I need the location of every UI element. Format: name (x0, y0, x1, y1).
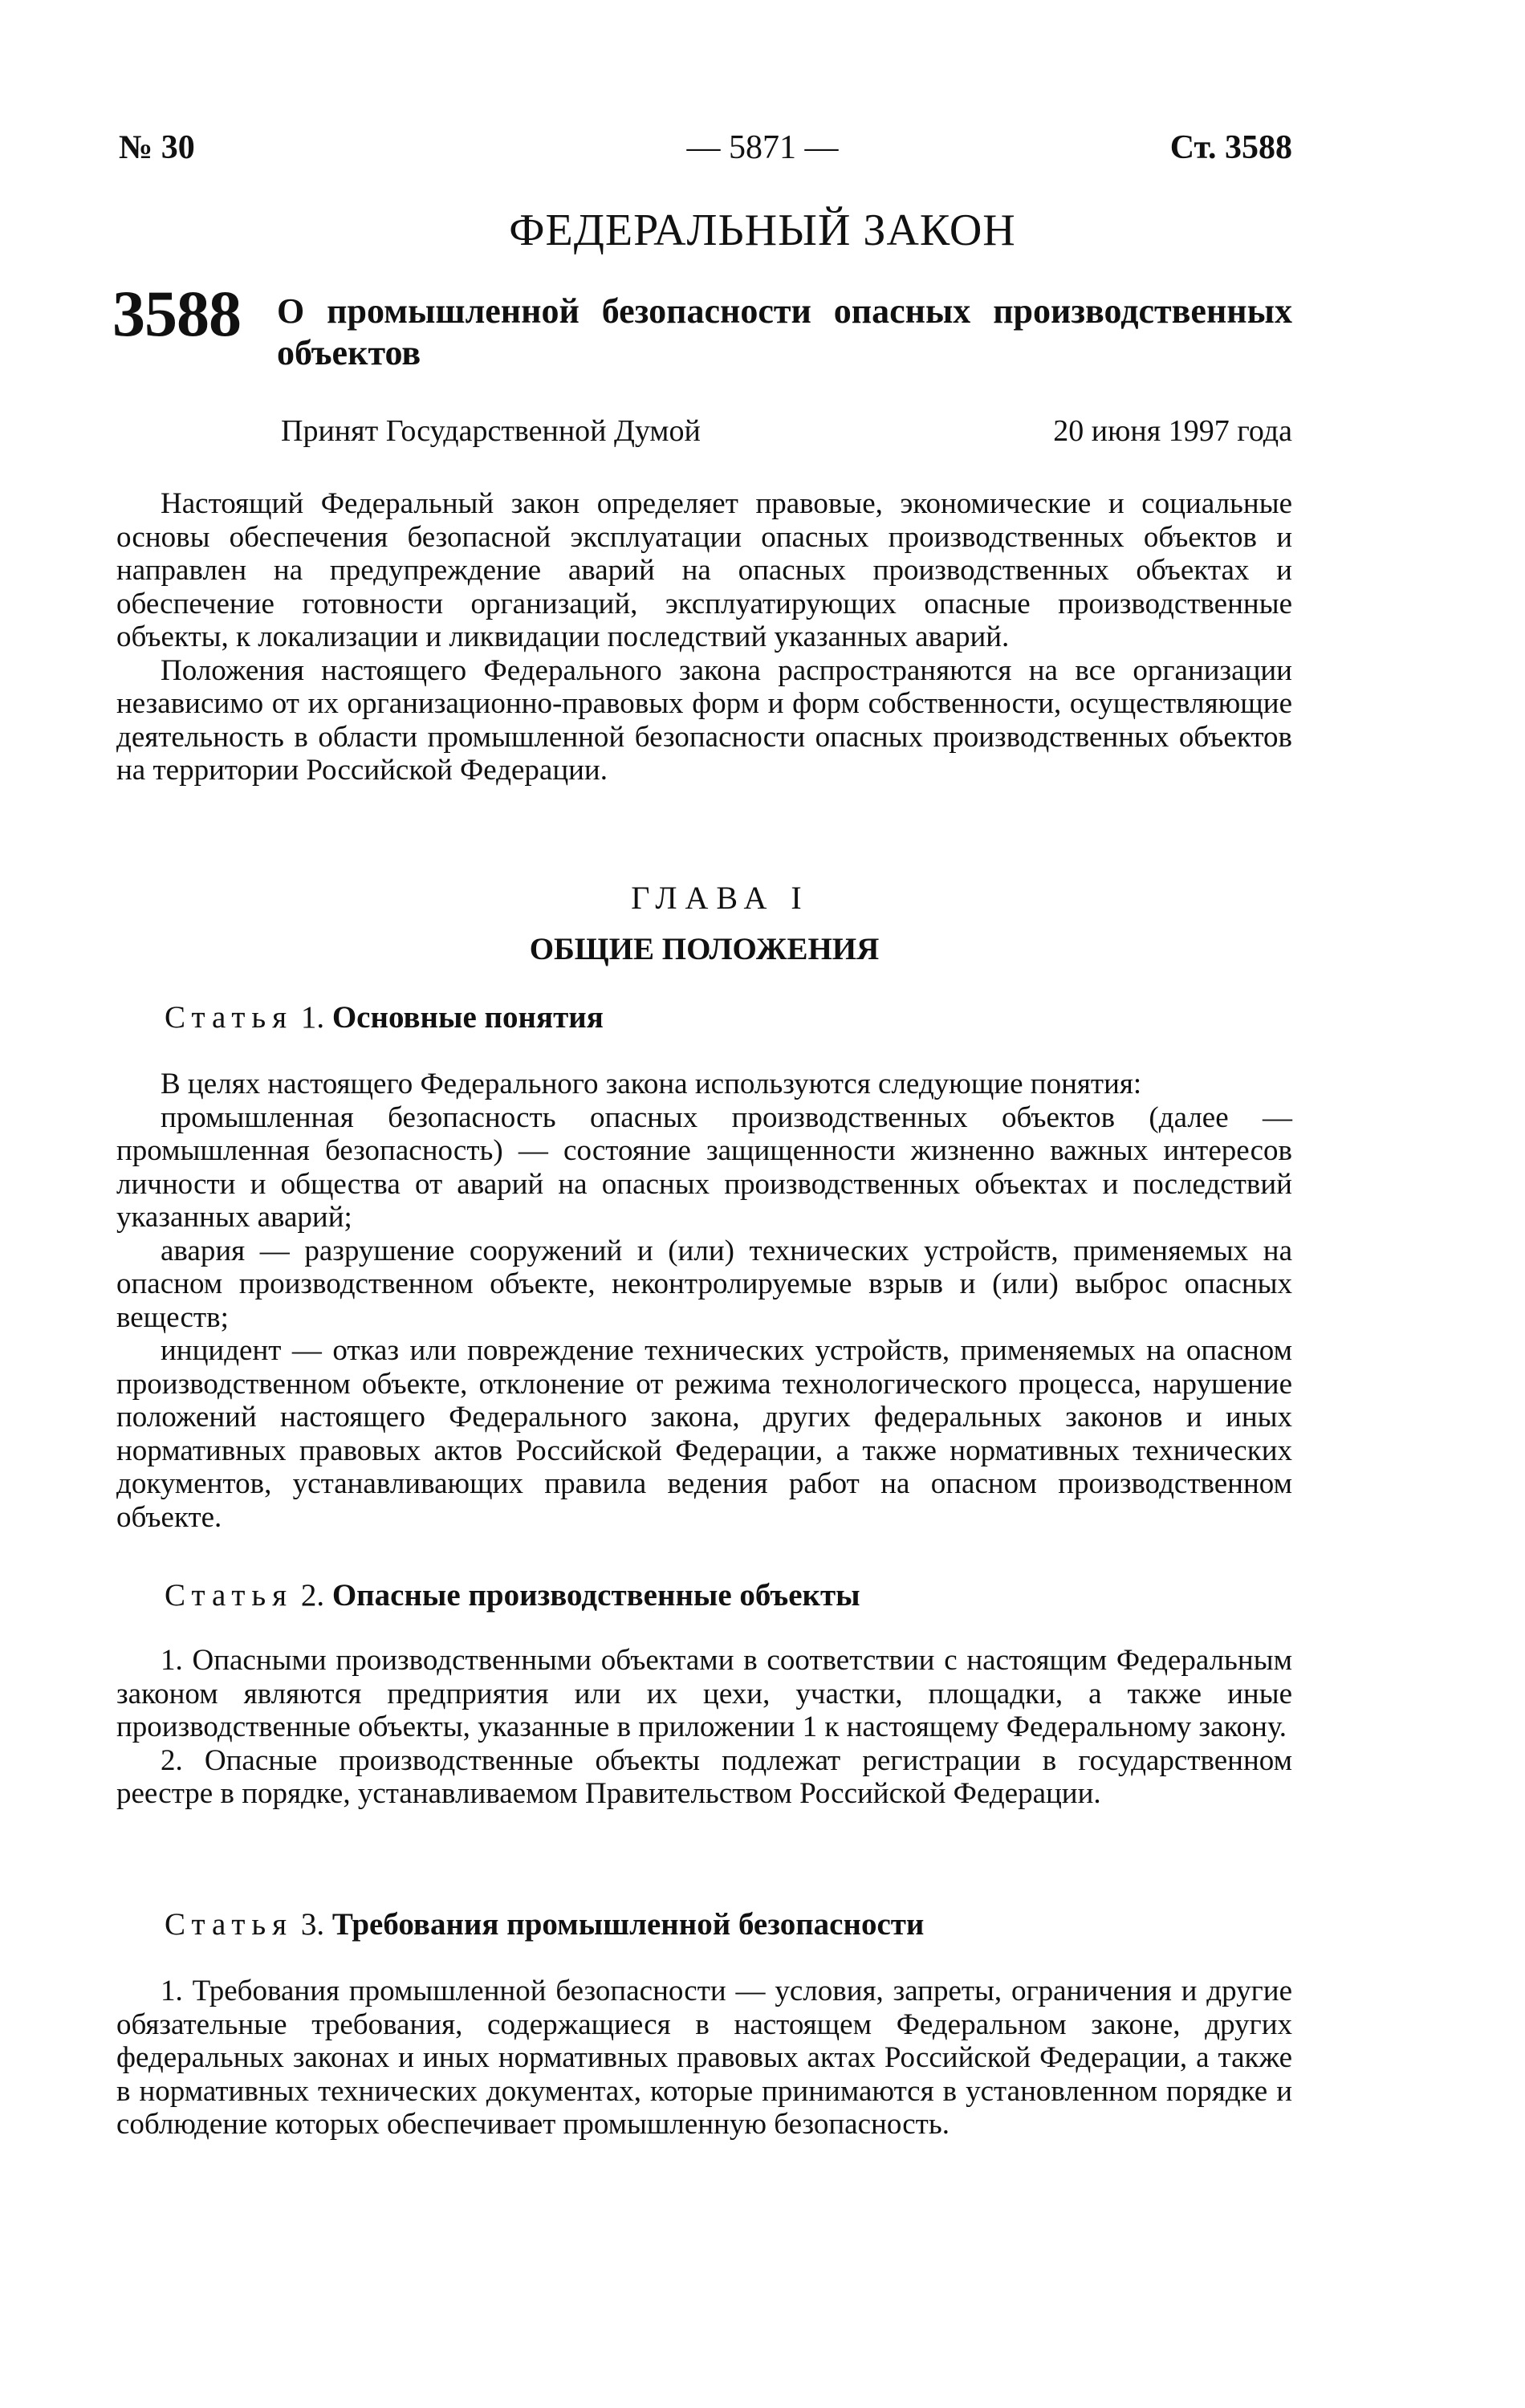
article-paragraph: 1. Опасными производственными объектами в соответствии с настоящим Федеральным законом являются предприятия или их цехи, участки, площадки, а также иные производственные объекты, указанные в приложении 1 к настоящему Федеральному закону. (116, 1644, 1292, 1743)
article-heading (116, 1577, 1292, 1613)
article-number: 3. (300, 1907, 325, 1942)
adopted-date: 20 июня 1997 года (1053, 414, 1292, 448)
article-paragraph: инцидент — отказ или повреждение технических устройств, применяемых на опасном производственном объекте, отклонение от режима технологического процесса, нарушение положений настоящего Федерального закона, других федеральных законов и иных нормативных правовых актов Российской Федерации, а также нормативных технических документов, устанавливающих правила ведения работ на опасном производственном объекте. (116, 1334, 1292, 1534)
article-title (116, 999, 1292, 1035)
chapter-title: ОБЩИЕ ПОЛОЖЕНИЯ (529, 932, 880, 966)
article-title (116, 1577, 1292, 1613)
article-heading (116, 1906, 1292, 1942)
article-number: 1. (300, 1000, 325, 1035)
article-paragraph: 2. Опасные производственные объекты подлежат регистрации в государственном реестре в порядке, устанавливаемом Правительством Российской Федерации. (116, 1743, 1292, 1810)
law-title: О промышленной безопасности опасных производственных объектов (277, 291, 1292, 372)
preamble-paragraph: Настоящий Федеральный закон определяет правовые, экономические и социальные основы обеспечения безопасной эксплуатации опасных производственных объектов и направлен на предупреждение аварий на опасных производственных объектах и обеспечение готовности организаций, эксплуатирующих опасные производственные объекты, к локализации и ликвидации последствий указанных аварий. (116, 487, 1292, 653)
article-paragraph: 1. Требования промышленной безопасности — условия, запреты, ограничения и другие обязательные требования, содержащиеся в настоящем Федеральном законе, других федеральных законах и иных нормативных правовых актах Российской Федерации, а также в нормативных технических документах, которые принимаются в установленном порядке и соблюдение которых обеспечивает промышленную безопасность. (116, 1975, 1292, 2141)
article-name: Требования промышленной безопасности (331, 1907, 925, 1942)
article-paragraph: В целях настоящего Федерального закона используются следующие понятия: (161, 1068, 1142, 1100)
page-number: — 5871 — (686, 129, 839, 166)
law-number: 3588 (112, 277, 241, 350)
article-heading (116, 999, 1292, 1035)
article-body (116, 1068, 1292, 1534)
chapter-number: ГЛАВА I (631, 880, 810, 916)
article-label: Статья (165, 1907, 294, 1942)
article-body (116, 1644, 1292, 1811)
article-title (116, 1906, 1292, 1942)
chapter-title-block (116, 931, 1292, 967)
law-type: ФЕДЕРАЛЬНЫЙ ЗАКОН (509, 205, 1016, 255)
preamble (116, 487, 1292, 787)
article-body (116, 1975, 1292, 2142)
preamble-paragraph: Положения настоящего Федерального закона распространяются на все организации независимо от их организационно-правовых форм и форм собственности, осуществляющие деятельность в области промышленной безопасности опасных производственных объектов на территории Российской Федерации. (116, 653, 1292, 787)
article-paragraph: промышленная безопасность опасных производственных объектов (далее — промышленная безопасность) — состояние защищенности жизненно важных интересов личности и общества от аварий на опасных производственных объектах и последствий указанных аварий; (116, 1100, 1292, 1234)
article-name: Опасные производственные объекты (331, 1578, 860, 1613)
chapter-heading (116, 879, 1292, 917)
article-number: 2. (300, 1578, 325, 1613)
article-reference: Ст. 3588 (1169, 129, 1292, 166)
article-label: Статья (165, 1578, 294, 1613)
adopted-by: Принят Государственной Думой (281, 414, 701, 448)
article-label: Статья (165, 1000, 294, 1035)
issue-number: № 30 (119, 129, 195, 166)
article-name: Основные понятия (331, 1000, 604, 1035)
article-paragraph: авария — разрушение сооружений и (или) технических устройств, применяемых на опасном производственном объекте, неконтролируемые взрыв и (или) выброс опасных веществ; (116, 1234, 1292, 1334)
